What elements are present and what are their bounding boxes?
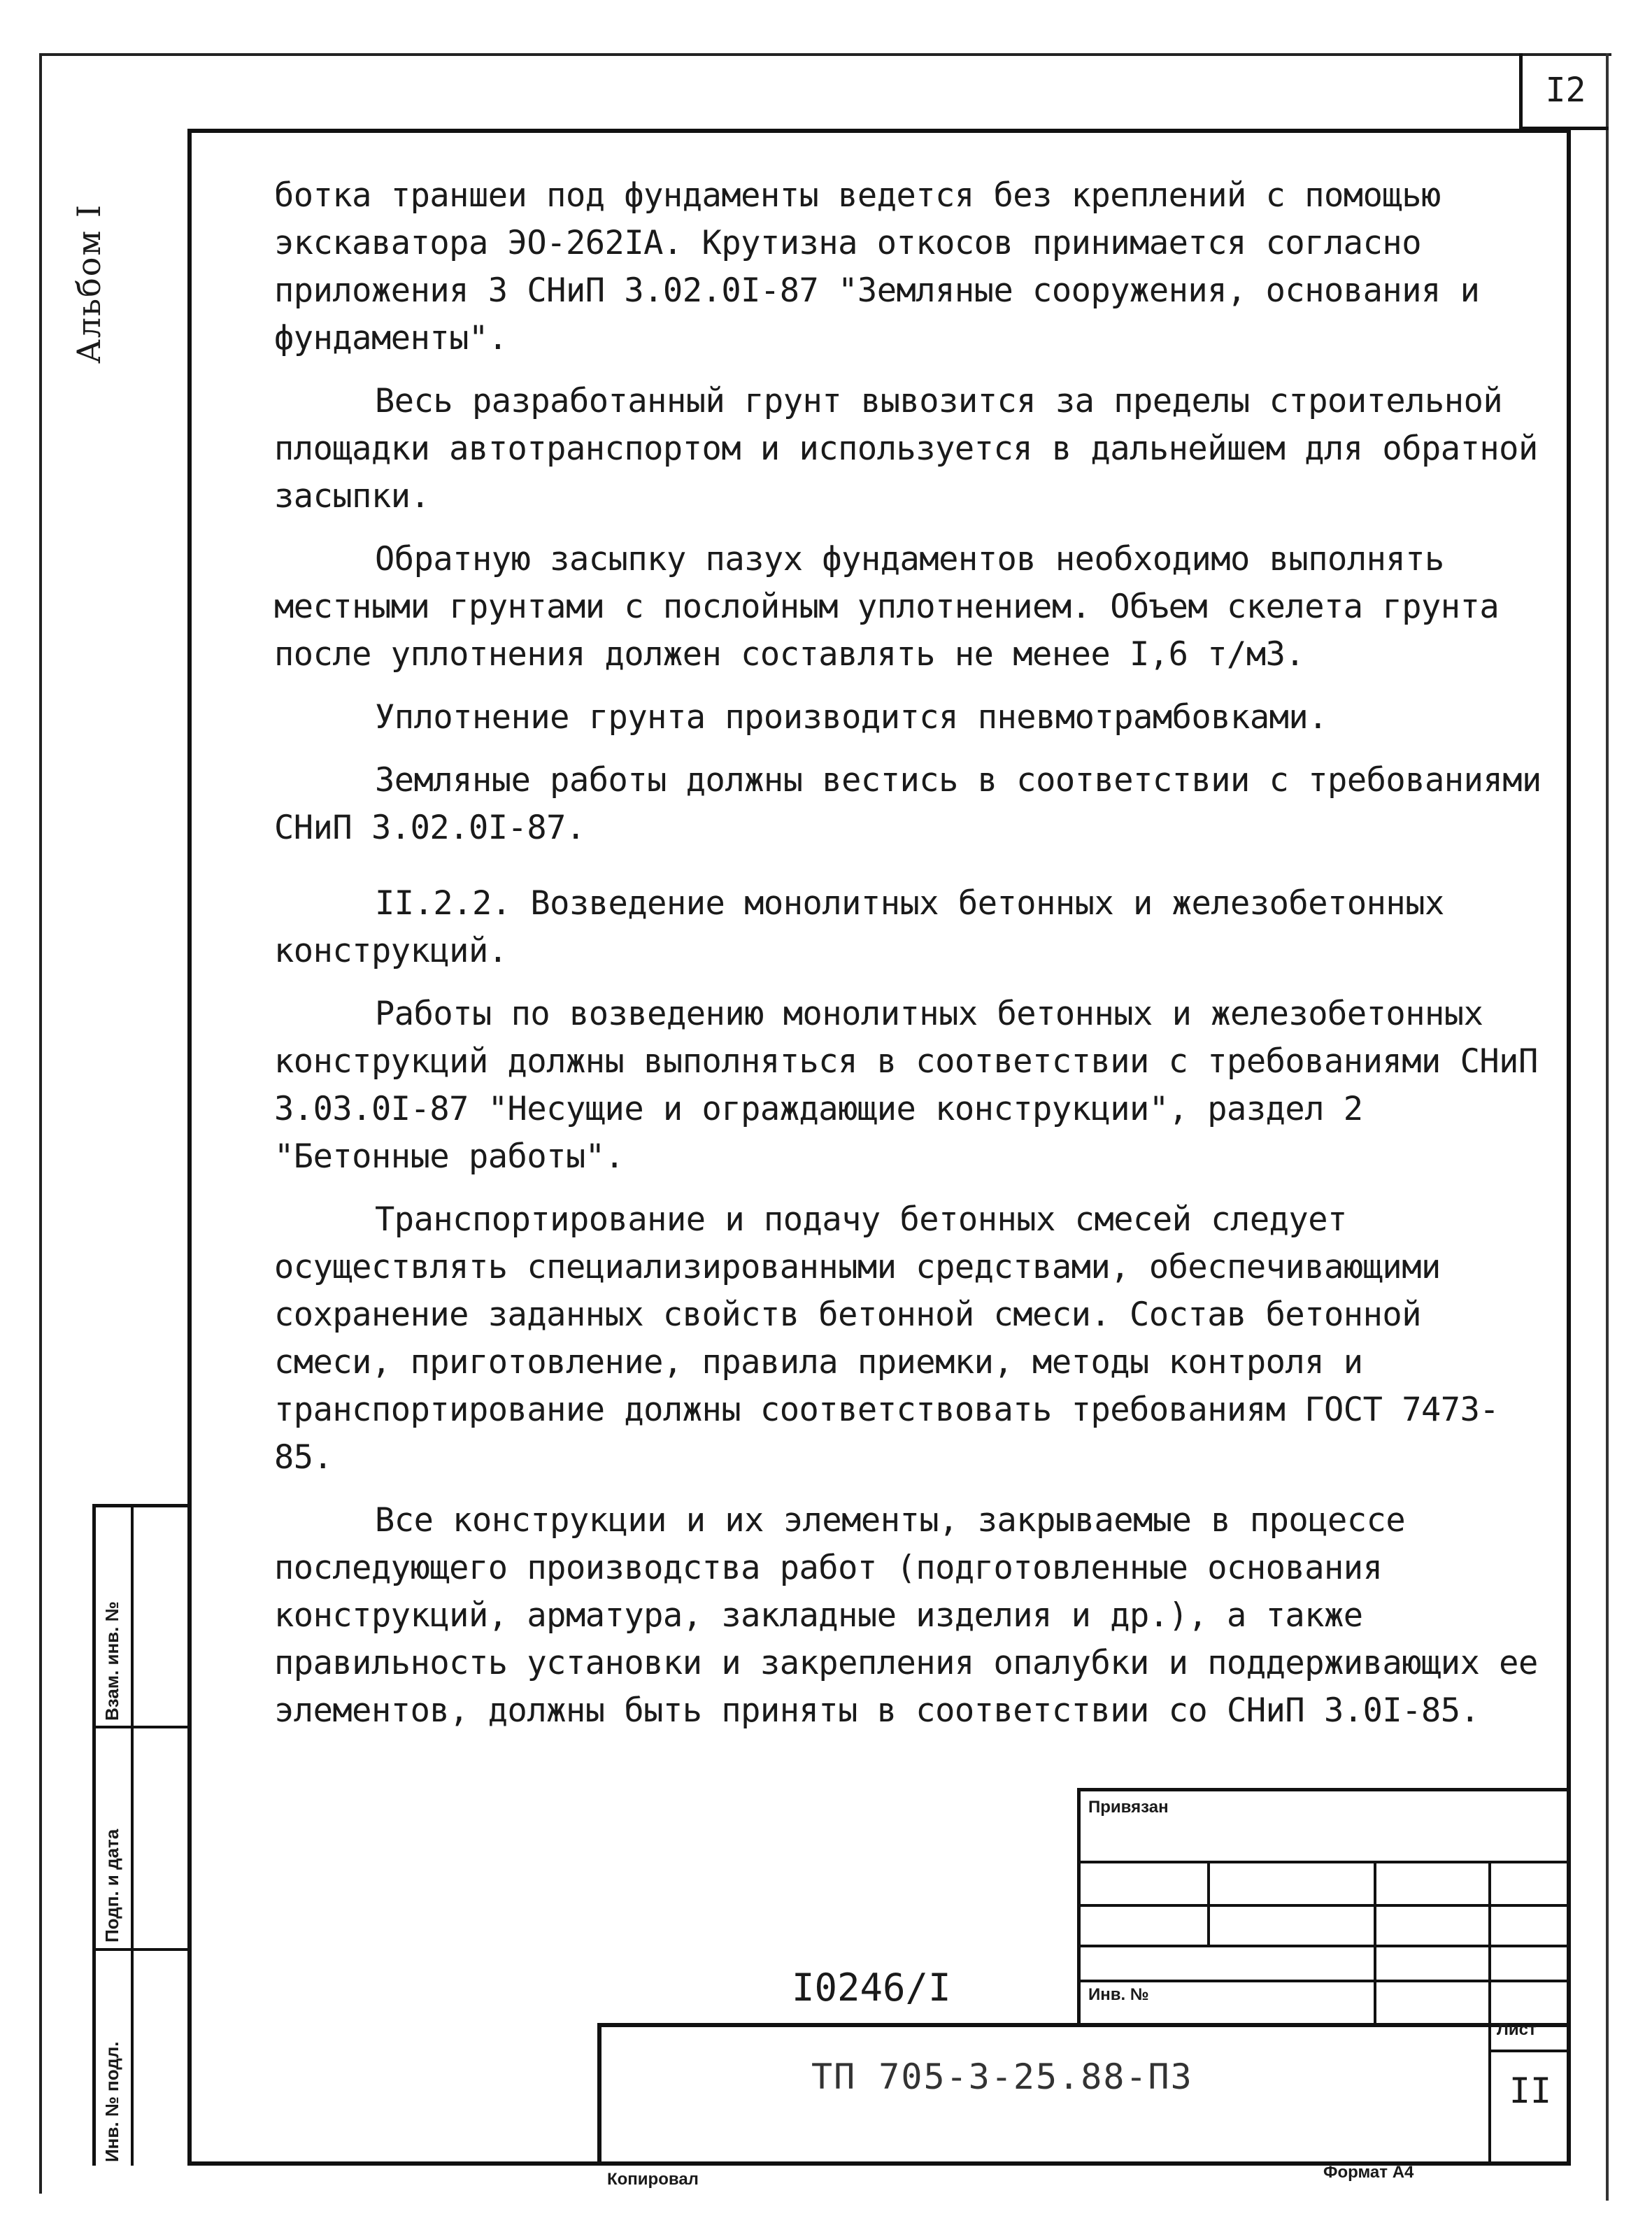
stamp-inv-podl: Инв. № подл. xyxy=(101,2041,122,2162)
stamp-vzam-inv: Взам. инв. № xyxy=(101,1601,122,1721)
document-number: I0246/I xyxy=(792,1966,951,2010)
stamp-divider xyxy=(131,1507,134,2166)
footer-copied: Копировал xyxy=(607,2170,699,2189)
title-block-line xyxy=(1077,1788,1571,1791)
outer-frame-right-edge xyxy=(1606,53,1609,2201)
title-block-line xyxy=(1488,1861,1491,2166)
paragraph: Земляные работы должны вестись в соответствии с требованиями СНиП 3.02.0I-87. xyxy=(274,761,1541,847)
title-block-line xyxy=(1488,2050,1571,2052)
title-block-list-label: Лист xyxy=(1497,2020,1537,2039)
title-block-line xyxy=(597,2023,1571,2027)
title-block-line xyxy=(1207,1861,1210,1947)
stamp-divider xyxy=(96,1948,191,1951)
title-block-list-number: II xyxy=(1509,2071,1552,2111)
stamp-podp-data: Подп. и дата xyxy=(101,1828,122,1943)
title-block-line xyxy=(1077,1904,1571,1907)
document-code: ТП 705-3-25.88-ПЗ xyxy=(811,2057,1193,2097)
paragraph: Все конструкции и их элементы, закрываемые в процессе последующего производства работ (подготовленные основания конструкций, арматура, закладные изделия и др.), а также правильность установки и закрепления опалубки и поддерживающих ее элементов, должны быть приняты в соответствии со СНиП 3.0I-85. xyxy=(274,1501,1538,1730)
paragraph: Уплотнение грунта производится пневмотрамбовками. xyxy=(375,698,1328,737)
document-body xyxy=(274,172,1547,1750)
title-block-line xyxy=(597,2023,601,2166)
paragraph: Работы по возведению монолитных бетонных и железобетонных конструкций должны выполняться в соответствии с требованиями СНиП 3.03.0I-87 "Несущие и ограждающие конструкции", раздел 2 "Бетонные работы". xyxy=(274,995,1538,1176)
section-heading: II.2.2. Возведение монолитных бетонных и железобетонных конструкций. xyxy=(274,884,1444,970)
album-label: Альбом I xyxy=(70,203,108,364)
paragraph: ботка траншеи под фундаменты ведется без креплений с помощью экскаватора ЭО-262IА. Крутизна откосов принимается согласно приложения 3 СНиП 3.02.0I-87 "Земляные сооружения, основания и фундаменты". xyxy=(274,176,1480,357)
footer-format: Формат А4 xyxy=(1323,2163,1414,2182)
paragraph: Обратную засыпку пазух фундаментов необходимо выполнять местными грунтами с послойным уплотнением. Объем скелета грунта после уплотнения должен составлять не менее I,6 т/м3. xyxy=(274,540,1500,674)
sheet-number: I2 xyxy=(1519,53,1609,130)
paragraph: Весь разработанный грунт вывозится за пределы строительной площадки автотранспортом и используется в дальнейшем для обратной засыпки. xyxy=(274,382,1538,516)
title-block-line xyxy=(1077,1945,1571,1947)
stamp-divider xyxy=(96,1726,191,1728)
title-block-line xyxy=(1077,1861,1571,1863)
title-block-privyazan: Привязан xyxy=(1088,1798,1169,1817)
title-block-line xyxy=(1077,1788,1081,2027)
paragraph: Транспортирование и подачу бетонных смесей следует осуществлять специализированными средствами, обеспечивающими сохранение заданных свойств бетонной смеси. Состав бетонной смеси, приготовление, правила приемки, методы контроля и транспортирование должны соответствовать требованиям ГОСТ 7473-85. xyxy=(274,1200,1500,1477)
title-block-line xyxy=(1374,1861,1376,2026)
title-block-line xyxy=(1077,1980,1571,1982)
title-block-inv-no: Инв. № xyxy=(1088,1985,1149,2004)
stamp-column xyxy=(92,1504,187,2166)
